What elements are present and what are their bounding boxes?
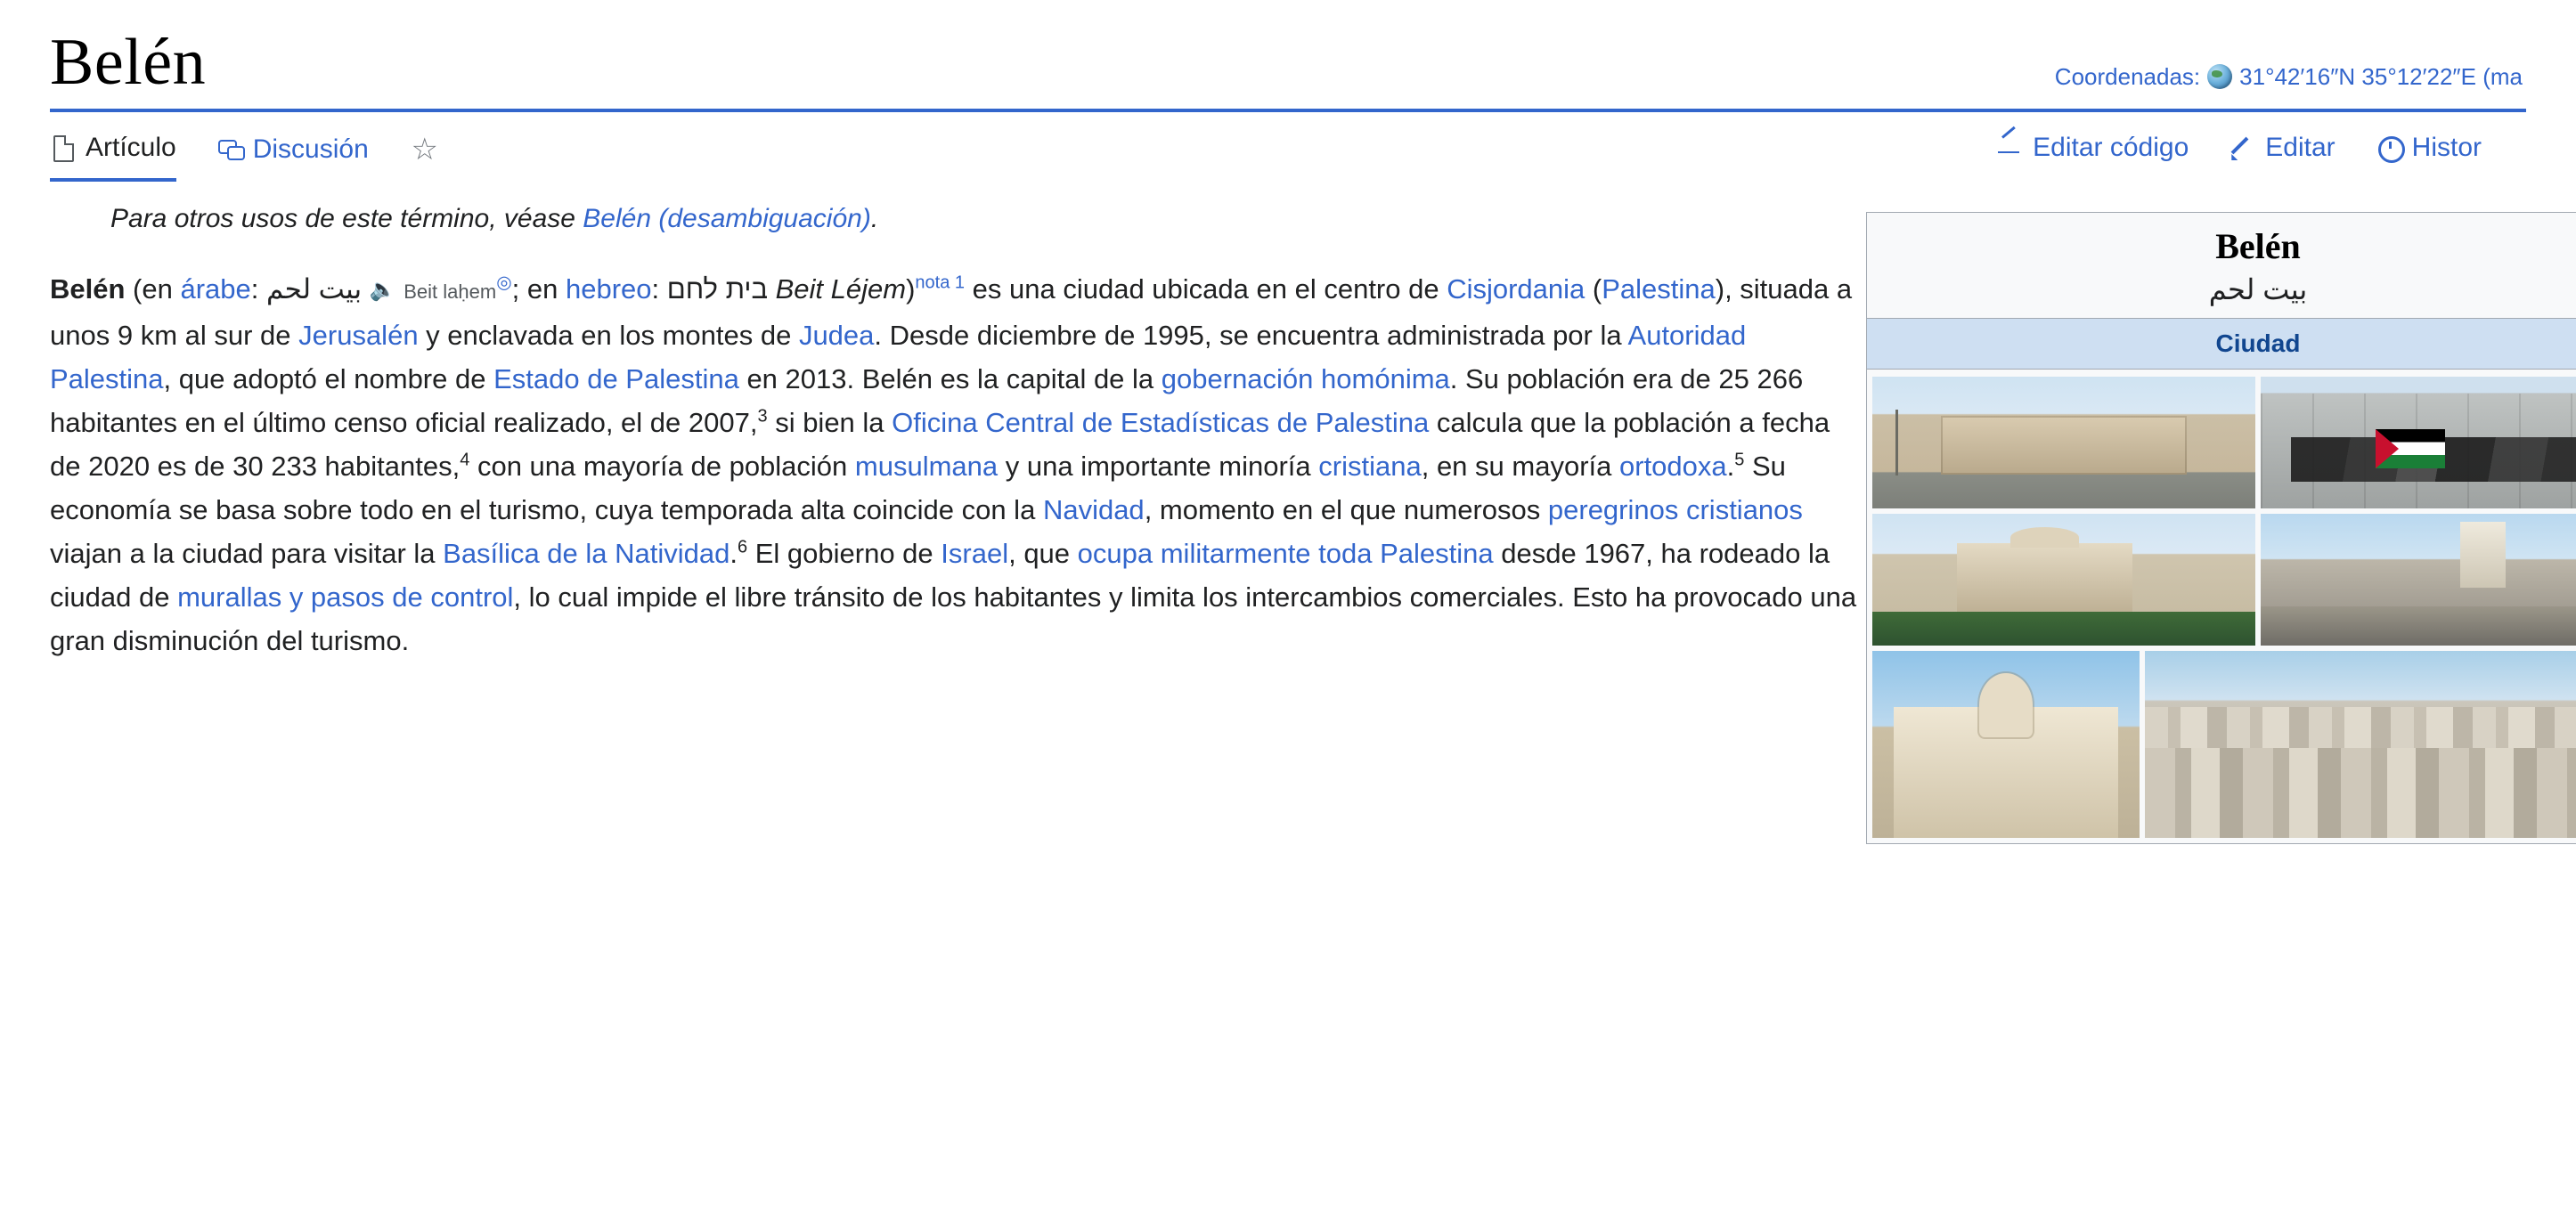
coordinates-value[interactable]: 31°42′16″N 35°12′22″E [2239,63,2476,90]
lead-t18: , en su mayoría [1421,451,1619,482]
link-estado-de-palestina[interactable]: Estado de Palestina [493,363,739,394]
reference-6[interactable]: 6 [738,537,748,557]
palestinian-flag-graffiti [2376,429,2445,468]
lead-t17: y una importante minoría [998,451,1319,482]
lead-t8: ), situada a unos 9 km al sur de [50,273,1853,351]
link-peregrinos-cristianos[interactable]: peregrinos cristianos [1547,494,1803,525]
infobox-title: Belén [2215,226,2301,266]
coordinates-suffix[interactable]: (ma [2482,63,2523,90]
lead-t20: Su economía se basa sobre todo en el turismo, cuya temporada alta coincide con la [50,451,1786,525]
lead-t22: viajan a la ciudad para visitar la [50,538,444,569]
arabic-transliteration: Beit laḥem [404,280,497,303]
tab-history-label: Histor [2411,133,2482,162]
link-musulmana[interactable]: musulmana [854,451,999,482]
lead-t26: desde 1967, ha rodeado la ciudad de [50,538,1830,613]
tabs-bar [0,112,2576,182]
photo-separation-wall[interactable] [2261,377,2576,508]
lead-t25: , que [1008,538,1078,569]
lead-t3: ; en [511,273,566,305]
tab-discussion-label: Discusión [252,134,369,164]
lead-t5: ) [906,273,916,305]
hatnote-text-before: Para otros usos de este término, véase [110,204,583,233]
infobox [1866,212,2576,844]
lead-t14: si bien la [767,407,893,438]
lead-t23: . [730,538,738,569]
link-murallas-pasos-control[interactable]: murallas y pasos de control [177,581,514,613]
lead-t27: , lo cual impide el libre tránsito de los habitantes y limita los intercambios comerciales. Esto ha provocado una gran disminución del turismo. [50,581,1857,656]
link-autoridad-palestina[interactable]: Autoridad Palestina [50,320,1747,394]
lead-t7: ( [1585,273,1602,305]
transliteration-sup[interactable]: ◎ [496,272,512,293]
hebrew-transliteration: Beit Léjem [775,273,907,305]
infobox-image-gallery [1867,370,2576,843]
tab-history[interactable] [2376,132,2482,178]
link-cisjordania[interactable]: Cisjordania [1447,273,1586,305]
lead-t9: y enclavada en los montes de [418,320,799,351]
edit-source-icon [1997,134,2024,162]
tab-edit[interactable] [2230,132,2335,178]
lead-t6: es una ciudad ubicada en el centro de [965,273,1447,305]
lead-t13: . Su población era de 25 266 habitantes en el último censo oficial realizado, el de 2007, [50,363,1804,438]
hebrew-name: בית לחם [666,273,768,305]
page-title: Belén [50,26,207,99]
lead-t11: , que adoptó el nombre de [163,363,494,394]
coordinates[interactable] [2055,27,2523,91]
lead-t19: . [1726,451,1735,482]
gallery-row-3 [1872,651,2576,838]
tab-discussion[interactable] [217,134,369,180]
link-palestina[interactable]: Palestina [1602,273,1716,305]
tabs-right-group [1997,132,2523,178]
photo-milk-grotto-church[interactable] [1872,514,2255,646]
lead-t2: : [250,273,266,305]
audio-speaker-icon[interactable]: 🔈 [369,278,396,302]
tabs-left-group [50,132,481,182]
lead-t21: , momento en el que numerosos [1144,494,1548,525]
lead-paragraph [50,267,1858,662]
link-jerusalen[interactable]: Jerusalén [298,320,419,351]
link-ortodoxa[interactable]: ortodoxa [1619,451,1727,482]
hatnote-text-after: . [870,204,879,233]
photo-cityscape[interactable] [2145,651,2576,838]
photo-nativity-church[interactable] [1872,377,2255,508]
link-arabe[interactable]: árabe [180,273,251,305]
discussion-icon [217,135,244,164]
note-reference-1[interactable]: nota 1 [915,272,966,293]
gallery-row-1 [1872,377,2576,508]
tab-edit-source[interactable] [1997,132,2189,178]
reference-5[interactable]: 5 [1734,450,1745,470]
foliage [1872,612,2255,646]
article-icon [50,134,77,162]
link-judea[interactable]: Judea [798,320,875,351]
tab-article[interactable] [50,132,176,182]
infobox-native-name: بيت لحم [2208,273,2308,305]
photo-street-tower[interactable] [2261,514,2576,646]
gallery-row-2 [1872,514,2576,646]
page-header [0,0,2576,98]
link-hebreo[interactable]: hebreo [565,273,652,305]
link-israel[interactable]: Israel [941,538,1009,569]
watch-star-button[interactable] [410,134,440,179]
arabic-name: بيت لحم [265,273,363,305]
reference-3[interactable]: 3 [757,406,768,427]
lead-t15: calcula que la población a fecha de 2020 es de 30 233 habitantes, [50,407,1830,482]
coordinates-label: Coordenadas [2054,63,2194,90]
lead-bold-name: Belén [50,273,126,305]
reference-4[interactable]: 4 [460,450,470,470]
lead-t10: . Desde diciembre de 1995, se encuentra administrada por la [874,320,1628,351]
tab-edit-label: Editar [2265,133,2336,162]
link-cristiana[interactable]: cristiana [1318,451,1422,482]
lead-t4: : [651,273,667,305]
car [2499,609,2552,632]
globe-icon [2207,64,2232,89]
lead-t24: El gobierno de [747,538,942,569]
lead-t12: en 2013. Belén es la capital de la [738,363,1162,394]
pencil-icon [2230,134,2256,162]
clock-icon [2376,134,2403,162]
photo-st-catherine[interactable] [1872,651,2140,838]
star-icon: ☆ [411,133,439,167]
link-navidad[interactable]: Navidad [1042,494,1145,525]
hatnote-link-disambiguation[interactable]: Belén (desambiguación) [583,204,871,233]
link-ocupa-militarmente[interactable]: ocupa militarmente toda Palestina [1077,538,1494,569]
tab-article-label: Artículo [86,133,176,162]
link-gobernacion-homonima[interactable]: gobernación homónima [1161,363,1450,394]
lead-t1: (en [125,273,181,305]
link-basilica-natividad[interactable]: Basílica de la Natividad [443,538,730,569]
tab-edit-source-label: Editar código [2033,133,2189,162]
infobox-subheader: Ciudad [1867,318,2576,370]
coordinates-colon: : [2193,63,2201,90]
link-oficina-central-estadisticas[interactable]: Oficina Central de Estadísticas de Palestina [892,407,1430,438]
lead-t16: con una mayoría de población [469,451,855,482]
